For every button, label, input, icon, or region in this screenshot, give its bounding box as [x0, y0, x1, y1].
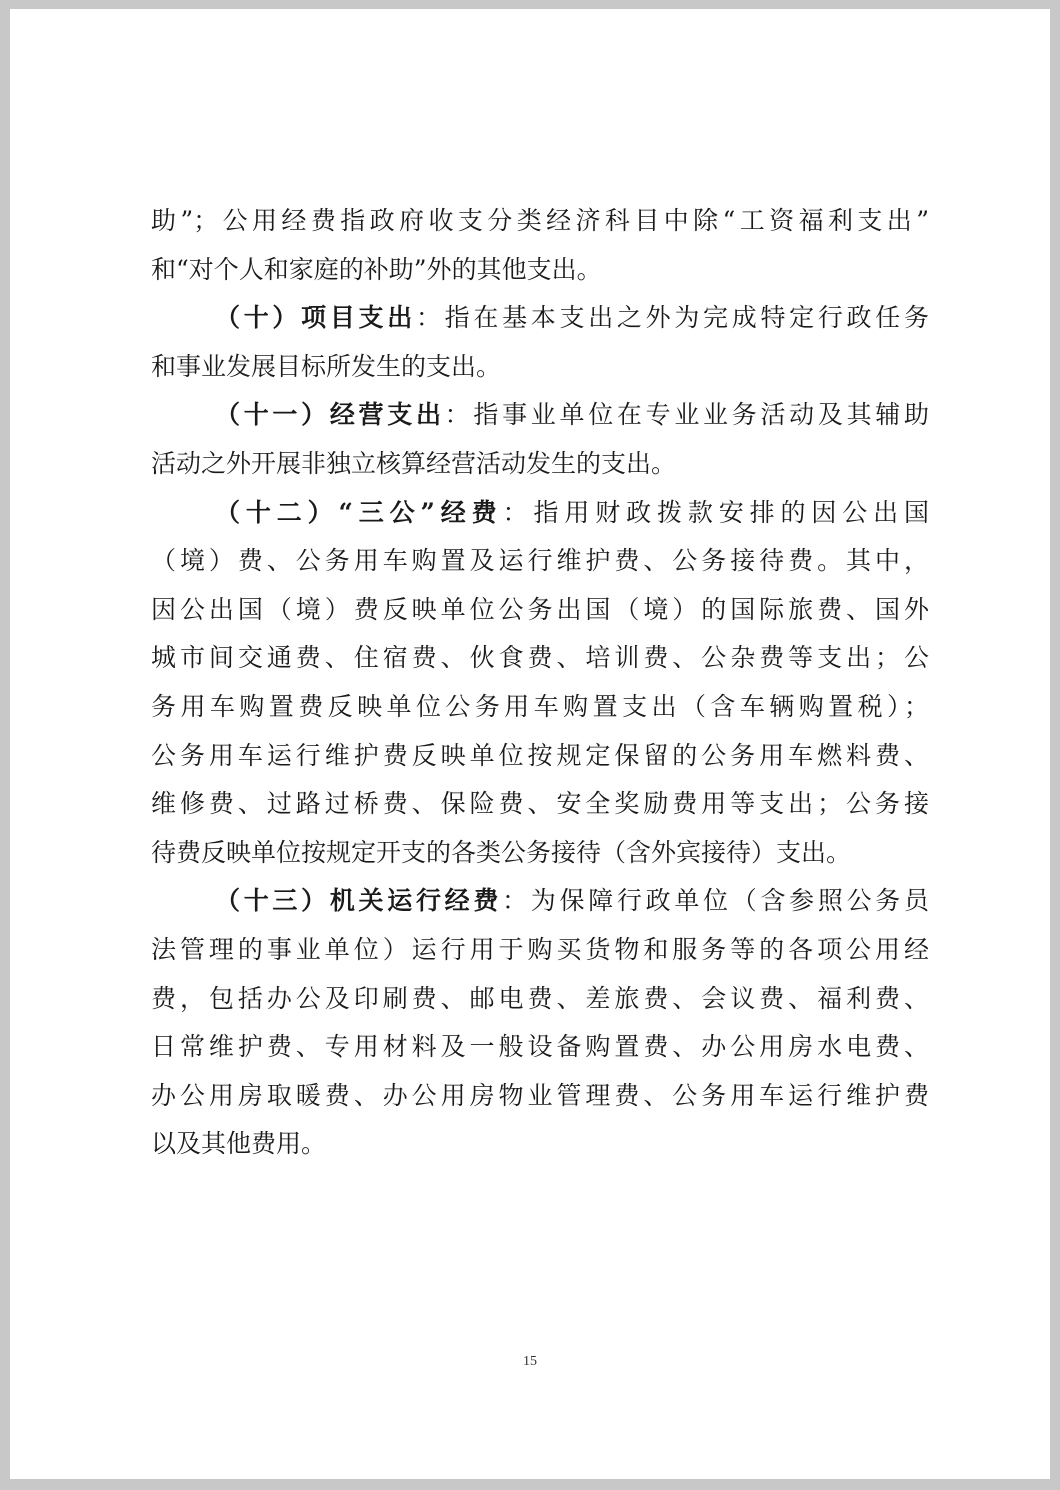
text-line: 费，包括办公及印刷费、邮电费、差旅费、会议费、福利费、 — [151, 983, 929, 1013]
definition-text: ：指事业单位在专业业务活动及其辅助 — [444, 400, 929, 430]
definition-text: ：为保障行政单位（含参照公务员 — [502, 886, 929, 916]
text-line: 日常维护费、专用材料及一般设备购置费、办公用房水电费、 — [151, 1032, 929, 1062]
text-line: 待费反映单位按规定开支的各类公务接待（含外宾接待）支出。 — [151, 837, 852, 867]
text-line: （境）费、公务用车购置及运行维护费、公务接待费。其中， — [151, 546, 929, 576]
page-number: 15 — [523, 1354, 537, 1369]
definition-text: ：指用财政拨款安排的因公出国 — [502, 497, 929, 527]
text-line: 活动之外开展非独立核算经营活动发生的支出。 — [151, 448, 677, 478]
definition-heading-line — [151, 877, 929, 926]
term-operating-expenditure: （十一）经营支出 — [215, 400, 445, 430]
definition-heading-line — [151, 294, 929, 343]
term-project-expenditure: （十）项目支出 — [215, 303, 416, 333]
text-line: 法管理的事业单位）运行用于购买货物和服务等的各项公用经 — [151, 934, 929, 964]
text-line: 因公出国（境）费反映单位公务出国（境）的国际旅费、国外 — [151, 594, 929, 624]
text-line: 公务用车运行维护费反映单位按规定保留的公务用车燃料费、 — [151, 740, 929, 770]
document-page — [10, 9, 1050, 1479]
definition-heading-line — [151, 489, 929, 538]
text-line: 务用车购置费反映单位公务用车购置支出（含车辆购置税）； — [151, 691, 929, 721]
definition-heading-line — [151, 391, 929, 440]
text-line: 和“对个人和家庭的补助”外的其他支出。 — [151, 254, 602, 284]
text-line: 和事业发展目标所发生的支出。 — [151, 351, 502, 381]
text-line: 维修费、过路过桥费、保险费、安全奖励费用等支出；公务接 — [151, 789, 929, 819]
definition-text: ：指在基本支出之外为完成特定行政任务 — [415, 303, 929, 333]
term-agency-operating-funds: （十三）机关运行经费 — [215, 886, 503, 916]
text-line: 助”；公用经费指政府收支分类经济科目中除“工资福利支出” — [151, 206, 929, 235]
text-line: 办公用房取暖费、办公用房物业管理费、公务用车运行维护费 — [151, 1080, 929, 1110]
text-line: 以及其他费用。 — [151, 1129, 327, 1159]
term-three-public-expenses: （十二）“三公”经费 — [215, 497, 503, 527]
body-text — [151, 197, 929, 1169]
text-line: 城市间交通费、住宿费、伙食费、培训费、公杂费等支出；公 — [151, 643, 929, 673]
